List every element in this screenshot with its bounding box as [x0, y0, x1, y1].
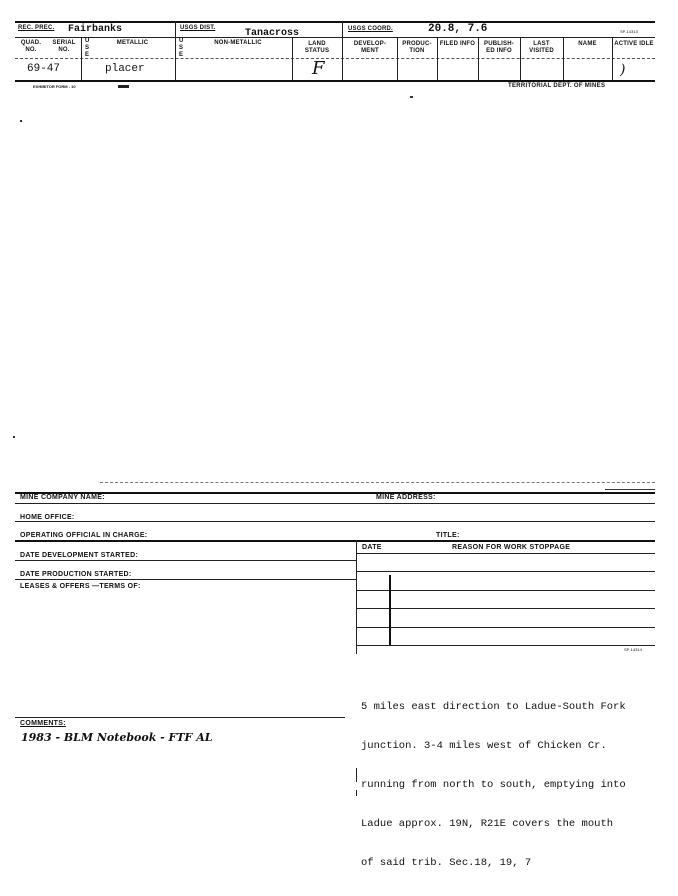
comments-label: COMMENTS: — [20, 720, 66, 727]
remarks-line: Ladue approx. 19N, R21E covers the mouth — [361, 818, 614, 830]
metallic-value: placer — [105, 63, 145, 75]
strip-footer-right: TERRITORIAL DEPT. OF MINES — [508, 83, 606, 89]
scan-speck — [410, 96, 413, 98]
title-label: TITLE: — [436, 532, 460, 539]
scan-speck — [20, 120, 22, 122]
strip-footer-left: EXHIBITOR FORM - 10 — [33, 84, 76, 89]
remarks-block — [361, 675, 626, 896]
col-serial-no: SERIAL NO. — [52, 40, 76, 53]
comments-value: 1983 - BLM Notebook - FTF AL — [21, 731, 213, 744]
col-active-idle: ACTIVE IDLE — [614, 41, 654, 47]
stamp-mark — [118, 85, 129, 88]
remarks-line: of said trib. Sec.18, 19, 7 — [361, 857, 532, 869]
col-metallic: METALLIC — [116, 40, 149, 46]
mine-company-name-label: MINE COMPANY NAME: — [20, 494, 105, 501]
usgs-dist-label: USGS DIST. — [180, 25, 216, 31]
rec-prec-value: Fairbanks — [68, 24, 123, 35]
operating-official-label: OPERATING OFFICIAL IN CHARGE: — [20, 532, 148, 539]
leases-offers-label: LEASES & OFFERS —TERMS OF: — [20, 583, 141, 590]
stoppage-reason-header: REASON FOR WORK STOPPAGE — [452, 544, 571, 551]
usgs-coord-label: USGS COORD. — [348, 26, 393, 32]
scan-speck — [13, 436, 15, 438]
form-number-top: SP-14313 — [620, 29, 638, 34]
form-number-stoppage: SP-14314 — [624, 647, 642, 652]
col-use-nonmetallic: U S E — [179, 38, 184, 58]
remarks-line: junction. 3-4 miles west of Chicken Cr. — [361, 740, 607, 752]
col-quad-no: QUAD. NO. — [20, 40, 42, 53]
date-development-label: DATE DEVELOPMENT STARTED: — [20, 552, 139, 559]
col-name: NAME — [578, 41, 597, 47]
col-land-status: LAND STATUS — [304, 41, 330, 54]
land-status-value: F — [312, 58, 325, 79]
rec-prec-label: REC. PREC. — [18, 25, 55, 31]
col-production: PRODUC- TION — [402, 41, 432, 54]
active-idle-mark: ) — [620, 62, 626, 78]
usgs-dist-value: Tanacross — [245, 28, 300, 39]
col-filed-info: FILED INFO — [439, 41, 476, 47]
stoppage-date-header: DATE — [362, 544, 382, 551]
col-use-metallic: U S E — [85, 38, 90, 58]
usgs-coord-value: 20.8, 7.6 — [428, 23, 488, 35]
date-production-label: DATE PRODUCTION STARTED: — [20, 571, 132, 578]
col-published-info: PUBLISH- ED INFO — [484, 41, 514, 54]
col-last-visited: LAST VISITED — [529, 41, 554, 54]
quad-serial-value: 69-47 — [27, 63, 61, 75]
col-nonmetallic: NON-METALLIC — [214, 40, 262, 46]
remarks-line: running from north to south, emptying into — [361, 779, 626, 791]
mine-address-label: MINE ADDRESS: — [376, 494, 436, 501]
remarks-line: 5 miles east direction to Ladue-South Fork — [361, 701, 626, 713]
home-office-label: HOME OFFICE: — [20, 514, 75, 521]
col-development: DEVELOP- MENT — [353, 41, 387, 54]
